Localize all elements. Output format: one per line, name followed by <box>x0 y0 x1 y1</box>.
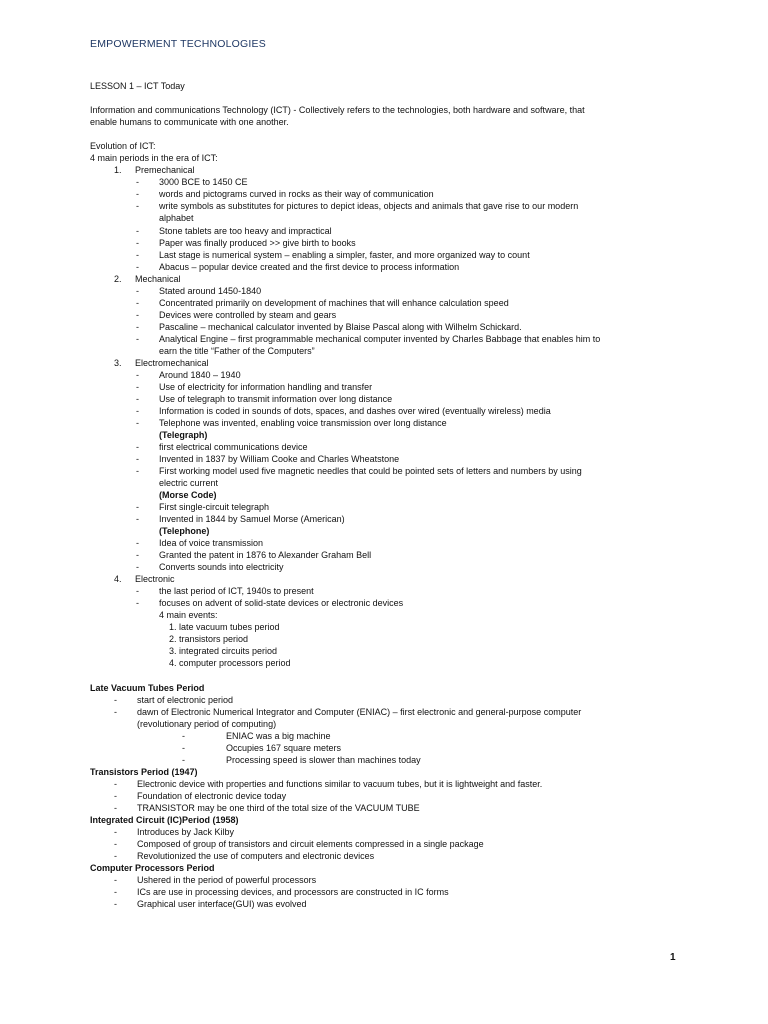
section-title-vacuum-tubes: Late Vacuum Tubes Period <box>90 683 205 693</box>
ict-definition-line-1: Information and communications Technology (ICT) - Collectively refers to the technologies, both hardware and software, that <box>90 105 585 115</box>
list-item: Use of electricity for information handling and transfer <box>159 382 373 392</box>
list-item: Devices were controlled by steam and gears <box>159 310 337 320</box>
subheading-morse-code: (Morse Code) <box>159 490 217 500</box>
lesson-title: LESSON 1 – ICT Today <box>90 81 185 91</box>
period-number: 1. <box>114 165 122 175</box>
list-item: write symbols as substitutes for pictures to depict ideas, objects and animals that gave rise to our modern <box>159 201 579 211</box>
list-item: Concentrated primarily on development of machines that will enhance calculation speed <box>159 298 509 308</box>
list-item: 3000 BCE to 1450 CE <box>159 177 248 187</box>
bullet-dash: - <box>136 454 139 464</box>
list-item: Information is coded in sounds of dots, spaces, and dashes over wired (eventually wireless) media <box>159 406 551 416</box>
bullet-dash: - <box>136 598 139 608</box>
bullet-dash: - <box>136 442 139 452</box>
bullet-dash: - <box>182 743 185 753</box>
list-item: Idea of voice transmission <box>159 538 264 548</box>
bullet-dash: - <box>114 899 117 909</box>
list-item: Telephone was invented, enabling voice transmission over long distance <box>159 418 447 428</box>
section-title-computer-processors: Computer Processors Period <box>90 863 215 873</box>
bullet-dash: - <box>136 466 139 476</box>
bullet-dash: - <box>136 177 139 187</box>
list-item: Last stage is numerical system – enabling a simpler, faster, and more organized way to count <box>159 250 530 260</box>
eniac-item: ENIAC was a big machine <box>226 731 331 741</box>
list-item: first electrical communications device <box>159 442 308 452</box>
period-name-premechanical: Premechanical <box>135 165 195 175</box>
list-item: focuses on advent of solid-state devices or electronic devices <box>159 598 404 608</box>
bullet-dash: - <box>136 262 139 272</box>
bullet-dash: - <box>114 695 117 705</box>
bullet-dash: - <box>136 286 139 296</box>
bullet-dash: - <box>136 250 139 260</box>
bullet-dash: - <box>136 189 139 199</box>
list-item: First single-circuit telegraph <box>159 502 270 512</box>
bullet-dash: - <box>114 827 117 837</box>
event-item: 4. computer processors period <box>169 658 291 668</box>
bullet-dash: - <box>136 298 139 308</box>
list-item: Invented in 1844 by Samuel Morse (American) <box>159 514 345 524</box>
period-number: 2. <box>114 274 122 284</box>
list-item-continued: alphabet <box>159 213 194 223</box>
bullet-dash: - <box>136 382 139 392</box>
list-item: Converts sounds into electricity <box>159 562 284 572</box>
bullet-dash: - <box>114 791 117 801</box>
list-item: ICs are use in processing devices, and processors are constructed in IC forms <box>137 887 449 897</box>
subheading-telegraph: (Telegraph) <box>159 430 208 440</box>
list-item: TRANSISTOR may be one third of the total size of the VACUUM TUBE <box>137 803 420 813</box>
periods-intro: 4 main periods in the era of ICT: <box>90 153 218 163</box>
list-item: Abacus – popular device created and the first device to process information <box>159 262 460 272</box>
list-item: Around 1840 – 1940 <box>159 370 241 380</box>
bullet-dash: - <box>136 406 139 416</box>
list-item: Introduces by Jack Kilby <box>137 827 235 837</box>
list-item: Analytical Engine – first programmable mechanical computer invented by Charles Babbage that enables him to <box>159 334 601 344</box>
eniac-item: Processing speed is slower than machines today <box>226 755 421 765</box>
eniac-item: Occupies 167 square meters <box>226 743 342 753</box>
bullet-dash: - <box>136 538 139 548</box>
bullet-dash: - <box>136 550 139 560</box>
section-title-integrated-circuit: Integrated Circuit (IC)Period (1958) <box>90 815 239 825</box>
event-item: 1. late vacuum tubes period <box>169 622 280 632</box>
bullet-dash: - <box>136 226 139 236</box>
list-item: Revolutionized the use of computers and electronic devices <box>137 851 375 861</box>
bullet-dash: - <box>136 502 139 512</box>
list-item: Graphical user interface(GUI) was evolved <box>137 899 307 909</box>
bullet-dash: - <box>114 875 117 885</box>
period-name-electronic: Electronic <box>135 574 175 584</box>
list-item: Electronic device with properties and functions similar to vacuum tubes, but it is lightweight and faster. <box>137 779 543 789</box>
list-item: Granted the patent in 1876 to Alexander Graham Bell <box>159 550 372 560</box>
events-title: 4 main events: <box>159 610 218 620</box>
list-item: Composed of group of transistors and circuit elements compressed in a single package <box>137 839 484 849</box>
section-title-transistors: Transistors Period (1947) <box>90 767 198 777</box>
list-item: words and pictograms curved in rocks as their way of communication <box>159 189 434 199</box>
bullet-dash: - <box>136 201 139 211</box>
list-item: Use of telegraph to transmit information over long distance <box>159 394 393 404</box>
list-item: Stone tablets are too heavy and impractical <box>159 226 332 236</box>
event-item: 3. integrated circuits period <box>169 646 278 656</box>
list-item: dawn of Electronic Numerical Integrator and Computer (ENIAC) – first electronic and general-purpose computer <box>137 707 582 717</box>
period-name-mechanical: Mechanical <box>135 274 181 284</box>
bullet-dash: - <box>136 370 139 380</box>
list-item: the last period of ICT, 1940s to present <box>159 586 314 596</box>
ict-definition-line-2: enable humans to communicate with one another. <box>90 117 289 127</box>
list-item-continued: electric current <box>159 478 219 488</box>
period-number: 4. <box>114 574 122 584</box>
bullet-dash: - <box>136 322 139 332</box>
bullet-dash: - <box>136 394 139 404</box>
bullet-dash: - <box>136 514 139 524</box>
period-number: 3. <box>114 358 122 368</box>
bullet-dash: - <box>136 418 139 428</box>
bullet-dash: - <box>114 851 117 861</box>
list-item: Ushered in the period of powerful processors <box>137 875 317 885</box>
list-item: Pascaline – mechanical calculator invented by Blaise Pascal along with Wilhelm Schickard. <box>159 322 522 332</box>
bullet-dash: - <box>182 731 185 741</box>
list-item: Invented in 1837 by William Cooke and Charles Wheatstone <box>159 454 400 464</box>
bullet-dash: - <box>136 310 139 320</box>
bullet-dash: - <box>136 334 139 344</box>
bullet-dash: - <box>182 755 185 765</box>
period-name-electromechanical: Electromechanical <box>135 358 209 368</box>
bullet-dash: - <box>136 238 139 248</box>
bullet-dash: - <box>114 887 117 897</box>
page-number: 1 <box>670 952 676 963</box>
subheading-telephone: (Telephone) <box>159 526 210 536</box>
list-item-continued: earn the title “Father of the Computers” <box>159 346 315 356</box>
document-header: EMPOWERMENT TECHNOLOGIES <box>90 38 266 50</box>
bullet-dash: - <box>136 586 139 596</box>
list-item-continued: (revolutionary period of computing) <box>137 719 277 729</box>
event-item: 2. transistors period <box>169 634 249 644</box>
list-item: Stated around 1450-1840 <box>159 286 262 296</box>
bullet-dash: - <box>114 803 117 813</box>
list-item: Paper was finally produced >> give birth to books <box>159 238 356 248</box>
list-item: Foundation of electronic device today <box>137 791 287 801</box>
evolution-title: Evolution of ICT: <box>90 141 156 151</box>
list-item: start of electronic period <box>137 695 234 705</box>
bullet-dash: - <box>114 839 117 849</box>
list-item: First working model used five magnetic needles that could be pointed sets of letters and numbers by using <box>159 466 582 476</box>
bullet-dash: - <box>114 779 117 789</box>
bullet-dash: - <box>136 562 139 572</box>
bullet-dash: - <box>114 707 117 717</box>
